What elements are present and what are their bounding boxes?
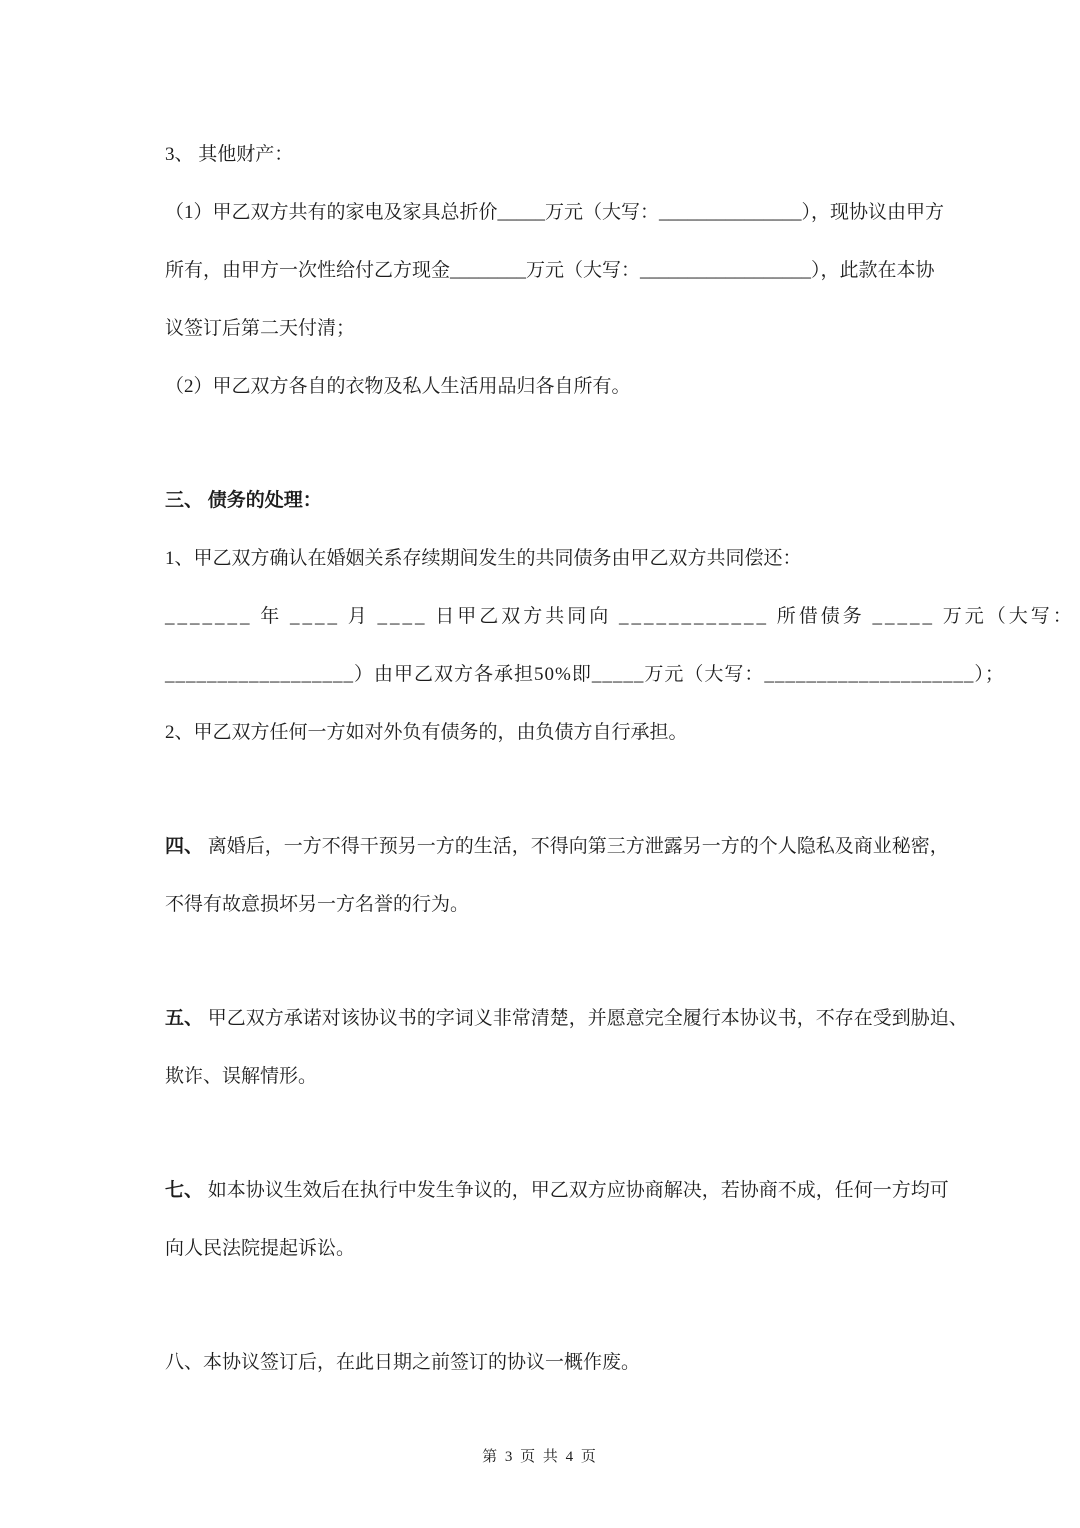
section-7-dispute-line-1 xyxy=(165,1162,949,1220)
debts-item-2 xyxy=(165,704,920,762)
section-4-privacy-line-2 xyxy=(165,876,920,934)
clause-text: 议签订后第二天付清； xyxy=(165,318,356,339)
clause-text: （1）甲乙双方共有的家电及家具总折价_____万元（大写：_______________），现协议由甲方 xyxy=(165,202,945,223)
section-5-commitment-line-1 xyxy=(165,990,968,1048)
clause-text: 3、 其他财产： xyxy=(165,144,294,165)
clause-text: 八、本协议签订后，在此日期之前签订的协议一概作废。 xyxy=(165,1352,641,1373)
clause-3-other-property-heading xyxy=(165,126,920,184)
section-heading-text: 三、 债务的处理： xyxy=(165,490,322,511)
clause-text: 1、甲乙双方确认在婚姻关系存续期间发生的共同债务由甲乙双方共同偿还： xyxy=(165,548,802,569)
clause-text: 向人民法院提起诉讼。 xyxy=(165,1238,356,1259)
section-5-commitment-line-2 xyxy=(165,1048,920,1106)
clause-3-item-1-line-1 xyxy=(165,184,945,242)
section-number: 四、 xyxy=(165,836,204,857)
clause-text: __________________）由甲乙双方各承担50%即_____万元（大写：____________________）； xyxy=(165,664,1005,685)
clause-text: 欺诈、误解情形。 xyxy=(165,1066,318,1087)
clause-text: （2）甲乙双方各自的衣物及私人生活用品归各自所有。 xyxy=(165,376,631,397)
clause-text: 不得有故意损坏另一方名誉的行为。 xyxy=(165,894,470,915)
section-3-debts-heading xyxy=(165,472,920,530)
clause-text: 所有，由甲方一次性给付乙方现金________万元（大写：__________________），此款在本协 xyxy=(165,260,935,281)
debts-item-1 xyxy=(165,530,920,588)
clause-text: _______ 年 ____ 月 ____ 日甲乙双方共同向 ____________ 所借债务 _____ 万元（大写： xyxy=(165,606,1075,627)
clause-3-item-1-line-3 xyxy=(165,300,920,358)
section-8-supersede xyxy=(165,1334,920,1392)
section-7-dispute-line-2 xyxy=(165,1220,920,1278)
section-number: 五、 xyxy=(165,1008,204,1029)
clause-3-item-1-line-2 xyxy=(165,242,935,300)
clause-text: 2、甲乙双方任何一方如对外负有债务的，由负债方自行承担。 xyxy=(165,722,688,743)
debts-item-1-blank-line-1 xyxy=(165,588,1075,646)
clause-text: 甲乙双方承诺对该协议书的字词义非常清楚，并愿意完全履行本协议书，不存在受到胁迫、 xyxy=(203,1008,968,1029)
debts-item-1-blank-line-2 xyxy=(165,646,1005,704)
section-4-privacy-line-1 xyxy=(165,818,949,876)
clause-3-item-2 xyxy=(165,358,920,416)
clause-text: 如本协议生效后在执行中发生争议的，甲乙双方应协商解决，若协商不成，任何一方均可 xyxy=(203,1180,949,1201)
section-number: 七、 xyxy=(165,1180,204,1201)
clause-text: 离婚后，一方不得干预另一方的生活，不得向第三方泄露另一方的个人隐私及商业秘密， xyxy=(203,836,949,857)
page-number: 第 3 页 共 4 页 xyxy=(482,1449,598,1465)
